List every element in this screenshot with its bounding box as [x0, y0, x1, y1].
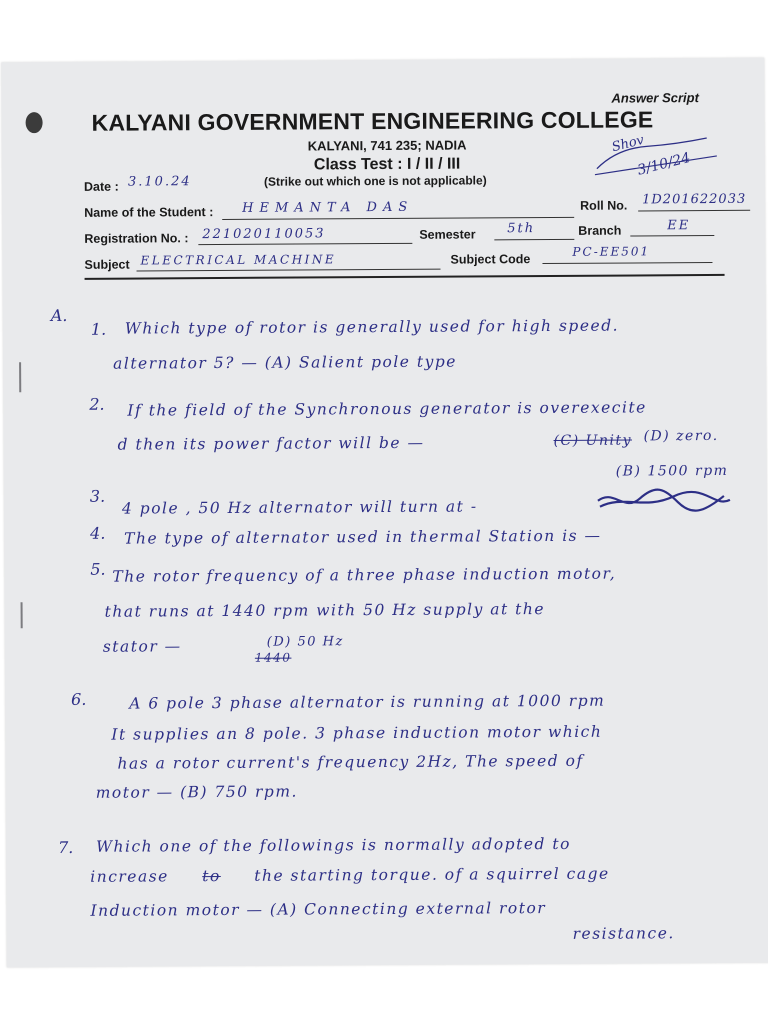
answer-script-label: Answer Script — [611, 90, 699, 106]
q5-line1: The rotor frequency of a three phase induction motor, — [112, 564, 617, 586]
q5-answer: (D) 50 Hz — [266, 634, 344, 650]
q5-struck-value: 1440 — [254, 650, 292, 665]
semester-label: Semester — [419, 227, 476, 242]
paper-crease-mark — [21, 602, 23, 628]
answers-heading: A. — [50, 305, 68, 326]
roll-no-label: Roll No. — [580, 198, 628, 213]
q2-answer: (D) zero. — [643, 427, 719, 445]
header-divider — [85, 274, 725, 280]
q4-number: 4. — [90, 523, 106, 543]
q5-line3: stator — — [102, 637, 182, 656]
student-name-value: HEMANTA DAS — [242, 199, 414, 216]
roll-no-value: 1D201622033 — [642, 191, 747, 208]
registration-value: 221020110053 — [202, 226, 326, 243]
class-test-title: Class Test : I / II / III — [313, 155, 461, 174]
q6-line4: motor — (B) 750 rpm. — [95, 782, 298, 802]
semester-value: 5th — [507, 221, 536, 237]
q7-line2-start: increase — [90, 867, 169, 886]
q1-number: 1. — [90, 319, 107, 339]
q6-line1: A 6 pole 3 phase alternator is running at 1000 rpm — [129, 691, 606, 713]
signature-date: 3/10/24 — [635, 149, 693, 179]
answer-script-sheet — [1, 58, 768, 968]
underline — [198, 243, 412, 245]
branch-label: Branch — [578, 223, 622, 238]
date-label: Date : — [83, 179, 119, 194]
q2-number: 2. — [89, 394, 105, 414]
scribbled-out-text — [594, 486, 734, 515]
q3-number: 3. — [89, 486, 106, 506]
q6-line2: It supplies an 8 pole. 3 phase induction motor which — [111, 722, 603, 744]
q7-line1: Which one of the followings is normally adopted to — [95, 834, 571, 856]
underline — [542, 262, 712, 264]
q6-number: 6. — [71, 689, 87, 709]
underline — [630, 235, 714, 237]
q7-line2-end: the starting torque. of a squirrel cage — [254, 864, 610, 885]
q3-answer: (B) 1500 rpm — [615, 462, 729, 480]
q7-line3: Induction motor — (A) Connecting external rotor — [90, 899, 547, 920]
paper-crease-mark — [19, 362, 21, 392]
q4-text: The type of alternator used in thermal Station is — — [124, 526, 602, 548]
subject-code-label: Subject Code — [450, 252, 531, 267]
punch-hole — [26, 112, 43, 133]
subject-code-value: PC-EE501 — [572, 244, 651, 259]
subject-value: ELECTRICAL MACHINE — [140, 252, 337, 268]
underline — [137, 269, 441, 272]
date-value: 3.10.24 — [127, 174, 192, 190]
q7-line4: resistance. — [572, 924, 675, 943]
subject-label: Subject — [84, 257, 130, 272]
college-name: KALYANI GOVERNMENT ENGINEERING COLLEGE — [91, 106, 654, 136]
q7-struck-word: to — [202, 867, 221, 886]
registration-label: Registration No. : — [84, 231, 189, 246]
q6-line3: has a rotor current's frequency 2Hz, The speed of — [117, 751, 584, 773]
college-address: KALYANI, 741 235; NADIA — [307, 137, 467, 154]
underline — [494, 239, 574, 240]
q7-number: 7. — [57, 837, 74, 858]
underline — [638, 210, 750, 212]
branch-value: EE — [667, 218, 691, 234]
q5-line2: that runs at 1440 rpm with 50 Hz supply at the — [104, 600, 546, 621]
signature-name: Shov — [610, 132, 646, 156]
underline — [222, 217, 574, 220]
q2-line2: d then its power factor will be — — [117, 433, 425, 454]
q2-struck-option: (C) Unity — [553, 432, 633, 449]
strike-note: (Strike out which one is not applicable) — [263, 173, 487, 189]
q5-number: 5. — [90, 559, 106, 579]
q1-line1: Which type of rotor is generally used for high speed. — [124, 316, 620, 338]
student-name-label: Name of the Student : — [84, 205, 214, 220]
q1-line2: alternator 5? — (A) Salient pole type — [113, 352, 457, 373]
q3-text: 4 pole , 50 Hz alternator will turn at - — [121, 497, 478, 518]
q2-line1: If the field of the Synchronous generator is overexecite — [127, 398, 647, 420]
